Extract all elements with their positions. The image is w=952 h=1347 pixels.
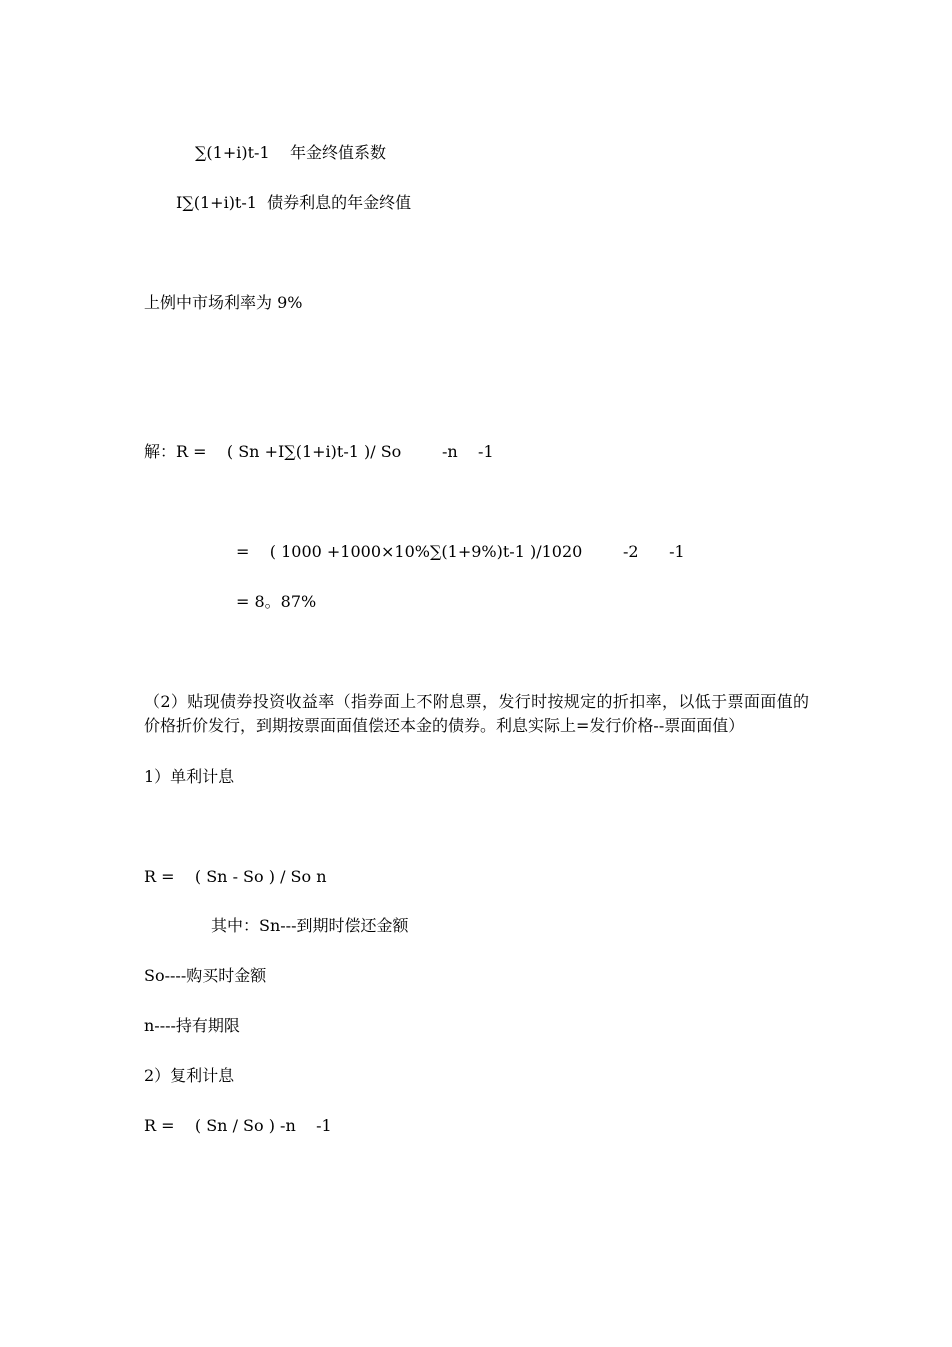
simple-interest-heading: 1）单利计息 [144,767,235,786]
solution-formula: 解：R = ( Sn +I∑(1+i)t-1 )/ So -n -1 [144,442,494,461]
n-definition: n----持有期限 [144,1016,240,1035]
compound-interest-heading: 2）复利计息 [144,1066,235,1085]
annuity-factor-line: ∑(1+i)t-1 年金终值系数 [195,143,386,162]
interest-annuity-line: I∑(1+i)t-1 债券利息的年金终值 [176,193,412,212]
discount-bond-heading: （2）贴现债券投资收益率（指券面上不附息票，发行时按规定的折扣率，以低于票面面值的价格折价发行，到期按票面面值偿还本金的债券。利息实际上=发行价格--票面面值） [144,692,809,735]
market-rate-note: 上例中市场利率为 9% [144,293,303,312]
compound-interest-formula: R = ( Sn / So ) -n -1 [144,1116,332,1135]
where-sn-definition: 其中：Sn---到期时偿还金额 [211,916,409,935]
simple-interest-formula: R = ( Sn - So ) / So n [144,867,327,886]
solution-result: = 8。87% [236,592,317,611]
so-definition: So----购买时金额 [144,966,267,985]
solution-substitution: = ( 1000 +1000×10%∑(1+9%)t-1 )/1020 -2 -1 [236,542,685,561]
